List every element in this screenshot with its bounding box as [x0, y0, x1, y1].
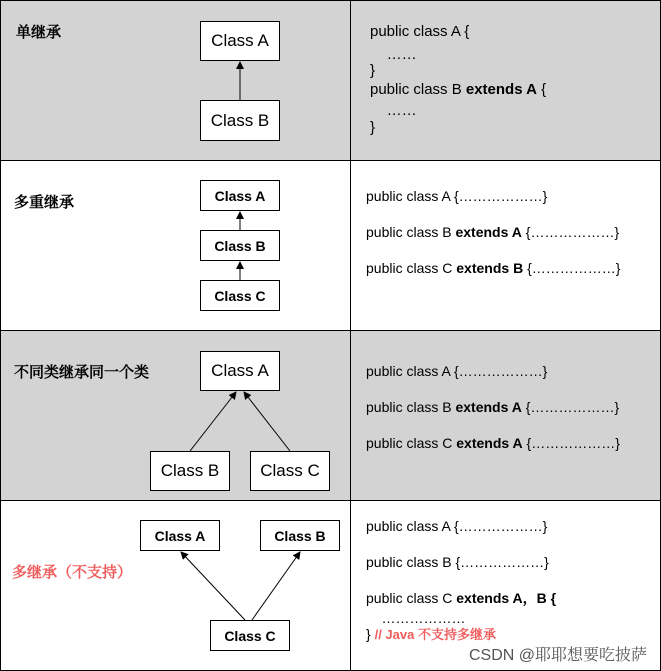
code-comment: // Java 不支持多继承 [374, 627, 496, 642]
class-a-box: Class A [200, 351, 280, 391]
section-title: 单继承 [16, 24, 62, 41]
code-line: public class C extends A {………………} [366, 435, 620, 451]
code-line: public class A {………………} [366, 363, 548, 379]
row-hierarchical-inheritance [0, 331, 661, 501]
code-line: public class C extends B {………………} [366, 260, 621, 276]
class-c-box: Class C [210, 620, 290, 651]
code-line: ……………… [366, 610, 466, 626]
class-b-box: Class B [150, 451, 230, 491]
section-title: 多重继承 [14, 194, 75, 211]
code-line: public class B {………………} [366, 554, 549, 570]
column-divider [350, 0, 351, 671]
class-b-box: Class B [260, 520, 340, 551]
class-a-box: Class A [200, 180, 280, 211]
section-title: 多继承（不支持） [12, 564, 133, 581]
code-line: …… [370, 46, 417, 63]
section-title: 不同类继承同一个类 [14, 364, 150, 381]
code-line: …… [370, 102, 417, 119]
watermark: CSDN @耶耶想要吃披萨 [468, 647, 647, 664]
code-line: public class A {………………} [366, 518, 548, 534]
code-line: public class A {………………} [366, 188, 548, 204]
class-b-box: Class B [200, 230, 280, 261]
class-c-box: Class C [250, 451, 330, 491]
code-line: } [370, 62, 376, 79]
class-c-box: Class C [200, 280, 280, 311]
code-line: } // Java 不支持多继承 [366, 626, 496, 642]
row-single-inheritance [0, 0, 661, 161]
class-a-box: Class A [140, 520, 220, 551]
row-multilevel-inheritance [0, 161, 661, 331]
code-line: public class C extends A，B { [366, 590, 557, 606]
class-b-box: Class B [200, 100, 280, 141]
class-a-box: Class A [200, 21, 280, 61]
code-line: public class B extends A {………………} [366, 224, 620, 240]
code-line: public class A { [370, 23, 470, 40]
code-line: public class B extends A { [370, 81, 547, 98]
code-line: } [370, 119, 376, 136]
code-line: public class B extends A {………………} [366, 399, 620, 415]
